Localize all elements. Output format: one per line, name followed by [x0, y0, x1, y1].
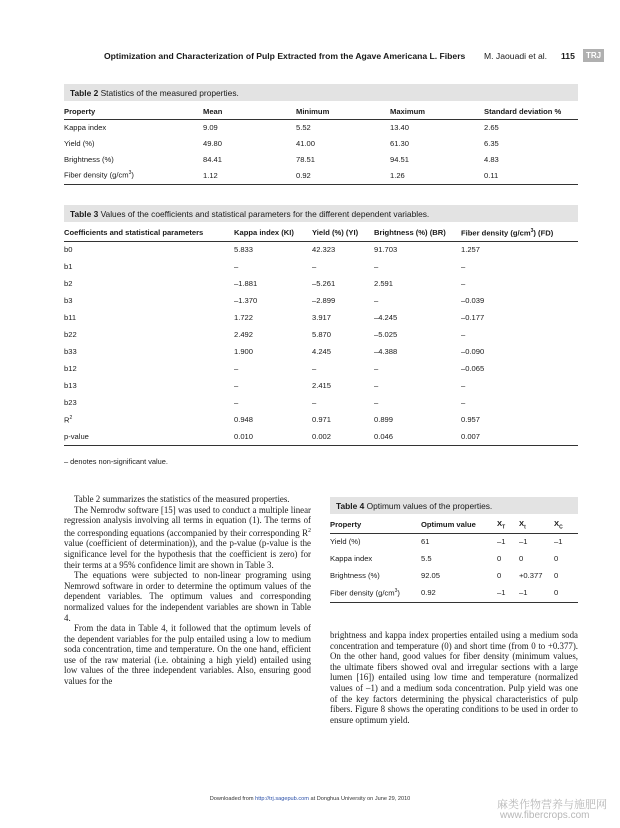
table-cell: Kappa index — [64, 122, 107, 132]
table-row — [64, 135, 578, 151]
table-cell: 0.92 — [296, 170, 311, 180]
table-cell: Brightness (%) — [64, 154, 114, 164]
table2 — [64, 104, 578, 185]
download-footer: Downloaded from http://trj.sagepub.com at Donghua University on June 29, 2010 — [209, 796, 411, 802]
table-cell: – — [374, 262, 379, 271]
table-cell: 0.948 — [234, 415, 254, 424]
table-cell: 92.05 — [421, 571, 441, 580]
table-row — [64, 119, 578, 135]
table-cell: 1.900 — [234, 347, 254, 356]
table-cell: +0.377 — [519, 571, 543, 580]
table-cell: 94.51 — [390, 154, 410, 164]
table2-header: Standard deviation % — [484, 106, 562, 116]
table-cell: 1.257 — [461, 245, 481, 255]
table-cell: –5.261 — [312, 279, 336, 288]
table-cell: b1 — [64, 262, 73, 271]
table4-caption-text: Optimum values of the properties. — [366, 501, 493, 511]
table-cell: 41.00 — [296, 138, 316, 148]
table-cell: 0.899 — [374, 415, 394, 424]
table-cell: –1 — [554, 537, 563, 547]
table-row — [64, 411, 578, 428]
table2-caption — [64, 84, 578, 101]
table-cell: – — [461, 262, 466, 271]
table-cell: b13 — [64, 381, 77, 390]
table-cell: 5.833 — [234, 245, 254, 255]
table-cell: – — [312, 398, 317, 407]
table-cell: 1.12 — [203, 170, 218, 180]
table-cell: Fiber density $(g/cm^3)$ — [330, 587, 400, 598]
table-cell: – — [374, 296, 379, 305]
table-cell: 84.41 — [203, 154, 223, 164]
table-cell: – — [234, 381, 239, 390]
table2-header: Maximum — [390, 106, 426, 116]
table-cell: –0.177 — [461, 313, 485, 322]
table-row — [64, 428, 578, 445]
table4 — [330, 517, 578, 603]
table2-header: Minimum — [296, 106, 330, 116]
table2-label: Table 2 — [70, 88, 99, 98]
table-cell: b33 — [64, 347, 77, 356]
table2-header: Mean — [203, 106, 223, 116]
table-cell: 0 — [554, 588, 559, 598]
table-cell: 0.11 — [484, 170, 499, 180]
table-row — [64, 258, 578, 275]
table3 — [64, 225, 578, 446]
table-cell: b0 — [64, 245, 73, 255]
table3-header: Yield (%) (YI) — [312, 228, 359, 238]
table-cell: 6.35 — [484, 138, 499, 148]
table-cell: –1 — [519, 537, 528, 547]
table-cell: – — [374, 364, 379, 373]
table-cell: 0 — [497, 554, 502, 563]
table-cell: – — [461, 398, 466, 407]
table3-label: Table 3 — [70, 209, 99, 219]
table2-header: Property — [64, 106, 96, 116]
table-row — [64, 343, 578, 360]
running-header — [0, 48, 620, 66]
table-cell: – — [461, 381, 466, 390]
table-row — [64, 394, 578, 411]
table-cell: 0.957 — [461, 415, 481, 424]
table3-header: Fiber density $(g/cm^3)$ (FD) — [461, 227, 554, 238]
table-row — [64, 241, 578, 258]
table-cell: 1.26 — [390, 170, 405, 180]
table-cell: 61 — [421, 537, 430, 547]
paragraph: From the data in Table 4, it followed that the optimum levels of the dependent variables for the pulp entailed using a low to medium soda concentration, time and temperature. On the one hand, efficient use of the raw material (i.e. obtaining a high yield) entailed using low values of the three independent variables. Also, ensuring good values for the — [64, 623, 311, 687]
table-cell: 5.5 — [421, 554, 432, 563]
table-cell: b3 — [64, 296, 73, 305]
table-cell: Fiber density $(g/cm^3)$ — [64, 170, 134, 181]
table-row — [64, 360, 578, 377]
table-row — [64, 292, 578, 309]
table-cell: 49.80 — [203, 138, 223, 148]
table3-caption — [64, 205, 578, 222]
table4-header: $X_t$ — [519, 518, 526, 531]
table-row — [330, 567, 578, 584]
table-cell: 0 — [554, 571, 559, 580]
watermark-chinese: 麻类作物营养与施肥网 — [497, 799, 607, 811]
right-column — [330, 630, 578, 725]
footer-link[interactable]: http://trj.sagepub.com — [255, 796, 309, 802]
table3-caption-text: Values of the coefficients and statistical parameters for the different dependent variables. — [100, 209, 430, 219]
table-cell: –1.881 — [234, 279, 258, 288]
table-cell: –5.025 — [374, 330, 398, 339]
table-row — [64, 309, 578, 326]
table-cell: Brightness (%) — [330, 571, 380, 580]
table-cell: – — [312, 364, 317, 373]
paragraph: Table 2 summarizes the statistics of the measured properties. — [74, 494, 290, 504]
paragraph: brightness and kappa index properties entailed using a medium soda concentration and temperature (0) and short time (from 0 to +0.377). On the other hand, good values for fiber density (minimum values, the ultimate fibers showed oval and irregular sections with a large lumen [16]) entailed using low time and temperature (normalized values of –1) and a medium soda concentration. Pulp yield was one of the key factors determining the physical characteristics of pulp fibers. Figure 8 shows the operating conditions to be used in order to ensure optimum yield. — [330, 630, 578, 725]
table-cell: – — [461, 330, 466, 339]
table-cell: – — [312, 262, 317, 271]
table-cell: 0.92 — [421, 588, 436, 598]
running-title: Optimization and Characterization of Pulp Extracted from the Agave Americana L. Fibers — [104, 51, 466, 61]
table4-caption — [330, 497, 578, 514]
table-cell: Kappa index — [330, 554, 373, 563]
table-cell: b23 — [64, 398, 77, 407]
table-cell: 0 — [554, 554, 559, 563]
table4-label: Table 4 — [336, 501, 365, 511]
table4-header: $X_T$ — [497, 518, 506, 531]
table-row — [330, 533, 578, 550]
table-row — [330, 584, 578, 602]
table-cell: $R^2$ — [64, 414, 73, 425]
table4-header: Property — [330, 520, 362, 530]
table-cell: 13.40 — [390, 122, 410, 132]
table-cell: 4.83 — [484, 154, 499, 164]
table-row — [330, 550, 578, 567]
table-cell: 61.30 — [390, 138, 410, 148]
table-cell: –0.039 — [461, 296, 485, 305]
table2-caption-text: Statistics of the measured properties. — [100, 88, 239, 98]
table-cell: 0 — [519, 554, 524, 563]
table-cell: 0.046 — [374, 431, 394, 441]
table3-header: Kappa index (KI) — [234, 228, 294, 238]
table-cell: – — [374, 398, 379, 407]
table-cell: 0.007 — [461, 431, 481, 441]
table-cell: 91.703 — [374, 245, 398, 255]
table-cell: p-value — [64, 431, 89, 441]
watermark-url: www.fibercrops.com — [500, 810, 590, 821]
table-cell: –1 — [519, 588, 528, 598]
table-cell: – — [234, 364, 239, 373]
table-cell: – — [234, 398, 239, 407]
table-cell: – — [461, 279, 466, 288]
table4-header: $X_C$ — [554, 518, 563, 531]
table-cell: –1.370 — [234, 296, 258, 305]
table-cell: 1.722 — [234, 313, 254, 322]
table-cell: 2.492 — [234, 330, 254, 339]
table-cell: Yield (%) — [330, 537, 361, 547]
table-cell: 2.591 — [374, 279, 394, 288]
table-row — [64, 167, 578, 184]
table3-header: Brightness (%) (BR) — [374, 228, 446, 238]
table-cell: 5.52 — [296, 122, 311, 132]
table-cell: Yield (%) — [64, 138, 95, 148]
table4-header: Optimum value — [421, 520, 476, 530]
table3-note: – denotes non-significant value. — [64, 457, 168, 466]
table-cell: 9.09 — [203, 122, 218, 132]
paragraph: The equations were subjected to non-linear programing using Nemrowd software in order to determine the optimum values of the dependent variables. The optimum values and corresponding normalized values for the independent variables are shown in Table 4. — [64, 570, 311, 623]
table-cell: 78.51 — [296, 154, 316, 164]
table-cell: 42.323 — [312, 245, 336, 255]
table-cell: 0.010 — [234, 431, 254, 441]
table-cell: 5.870 — [312, 330, 332, 339]
table-row — [64, 275, 578, 292]
table-cell: 0.971 — [312, 415, 332, 424]
table-cell: b12 — [64, 364, 77, 373]
running-authors: M. Jaouadi et al. — [484, 51, 548, 61]
table3-header: Coefficients and statistical parameters — [64, 228, 204, 238]
table-cell: –0.065 — [461, 364, 485, 373]
table-cell: –4.388 — [374, 347, 398, 356]
table-cell: – — [234, 262, 239, 271]
table-cell: –0.090 — [461, 347, 485, 356]
table-cell: –2.899 — [312, 296, 336, 305]
table-cell: 0.002 — [312, 431, 332, 441]
table-row — [64, 377, 578, 394]
table-cell: 2.415 — [312, 381, 332, 390]
table-cell: 3.917 — [312, 313, 332, 322]
table-cell: –4.245 — [374, 313, 398, 322]
table-cell: b11 — [64, 313, 77, 322]
table-cell: b22 — [64, 330, 77, 339]
table-cell: –1 — [497, 537, 506, 547]
table-row — [64, 326, 578, 343]
table-cell: –1 — [497, 588, 506, 598]
table-cell: – — [374, 381, 379, 390]
table-cell: 2.65 — [484, 122, 499, 132]
page-number: 115 — [561, 51, 575, 61]
table-cell: b2 — [64, 279, 73, 288]
journal-badge: TRJ — [583, 49, 604, 62]
table-row — [64, 151, 578, 167]
table-cell: 4.245 — [312, 347, 332, 356]
paragraph: The Nemrodw software [15] was used to conduct a multiple linear regression analysis involving all terms in equation (1). The terms of the corresponding equations (accompanied by their corresponding $R^2$ value (coefficient of determination)), and the p-value (p-value is the significance level for the hypothesis that the coefficient is zero) for their terms at a 95% confidence limit are shown in Table 3. — [64, 504, 311, 570]
left-column — [64, 494, 311, 687]
table-cell: 0 — [497, 571, 502, 580]
